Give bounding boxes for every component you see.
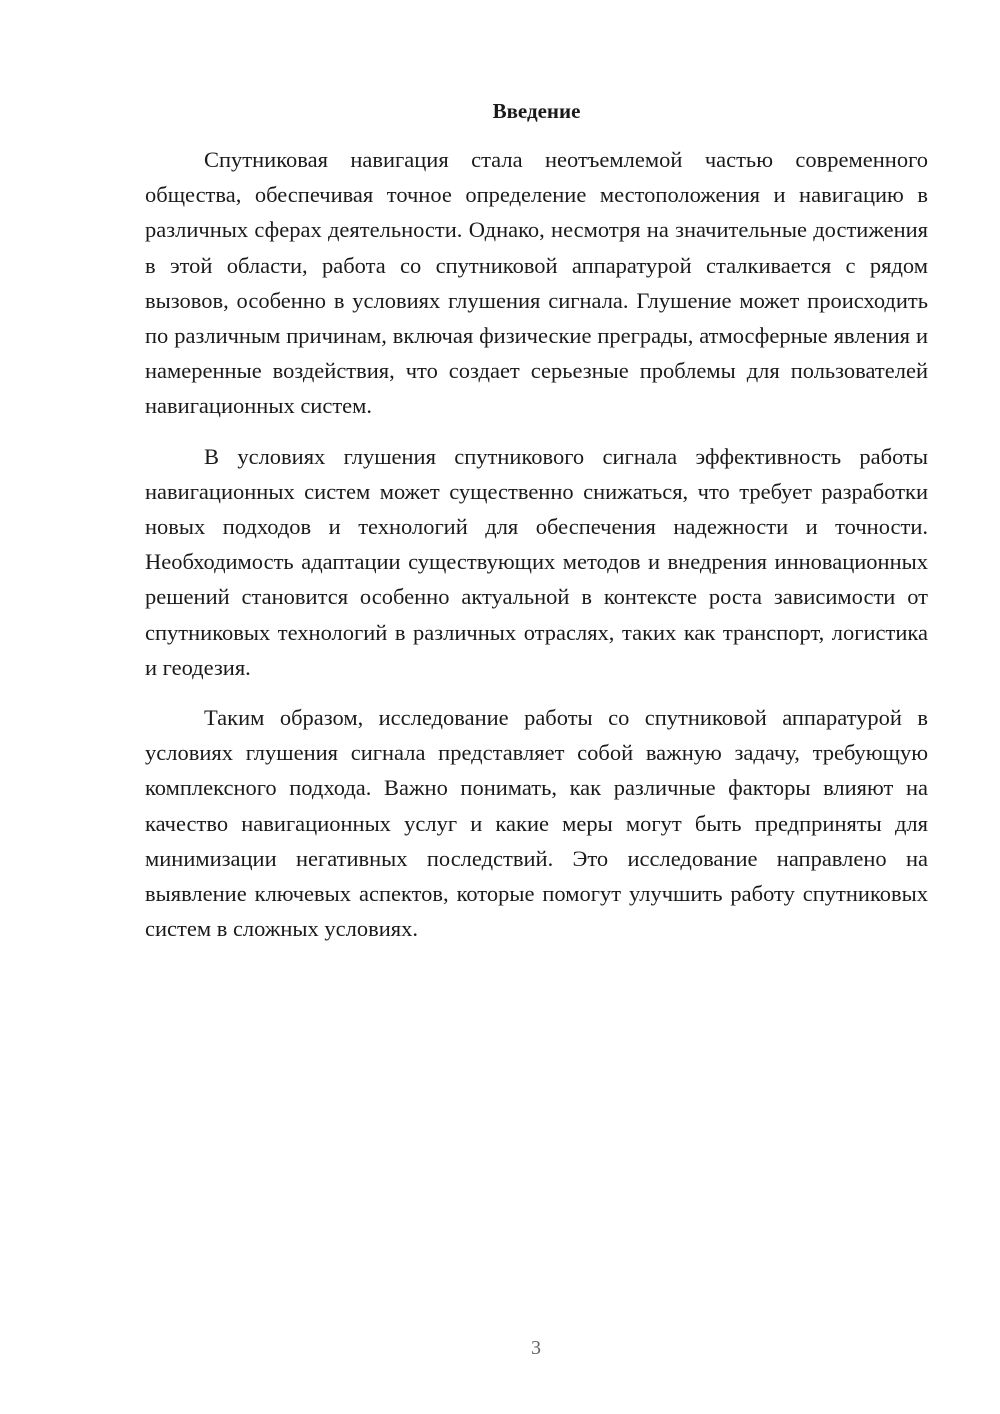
page-number: 3 xyxy=(531,1337,541,1359)
paragraph: В условиях глушения спутникового сигнала эффективность работы навигационных систем может существенно снижаться, что требует разработки новых подходов и технологий для обеспечения надежности и точности. Необходимость адаптации существующих методов и внедрения инновационных решений становится особенно актуальной в контексте роста зависимости от спутниковых технологий в различных отраслях, таких как транспорт, логистика и геодезия. xyxy=(145,443,928,680)
page-body xyxy=(145,96,928,961)
paragraph: Таким образом, исследование работы со спутниковой аппаратурой в условиях глушения сигнала представляет собой важную задачу, требующую комплексного подхода. Важно понимать, как различные факторы влияют на качество навигационных услуг и какие меры могут быть предприняты для минимизации негативных последствий. Это исследование направлено на выявление ключевых аспектов, которые помогут улучшить работу спутниковых систем в сложных условиях. xyxy=(145,705,928,942)
paragraph: Спутниковая навигация стала неотъемлемой частью современного общества, обеспечивая точное определение местоположения и навигацию в различных сферах деятельности. Однако, несмотря на значительные достижения в этой области, работа со спутниковой аппаратурой сталкивается с рядом вызовов, особенно в условиях глушения сигнала. Глушение может происходить по различным причинам, включая физические преграды, атмосферные явления и намеренные воздействия, что создает серьезные проблемы для пользователей навигационных систем. xyxy=(145,147,928,419)
section-heading: Введение xyxy=(492,99,581,123)
